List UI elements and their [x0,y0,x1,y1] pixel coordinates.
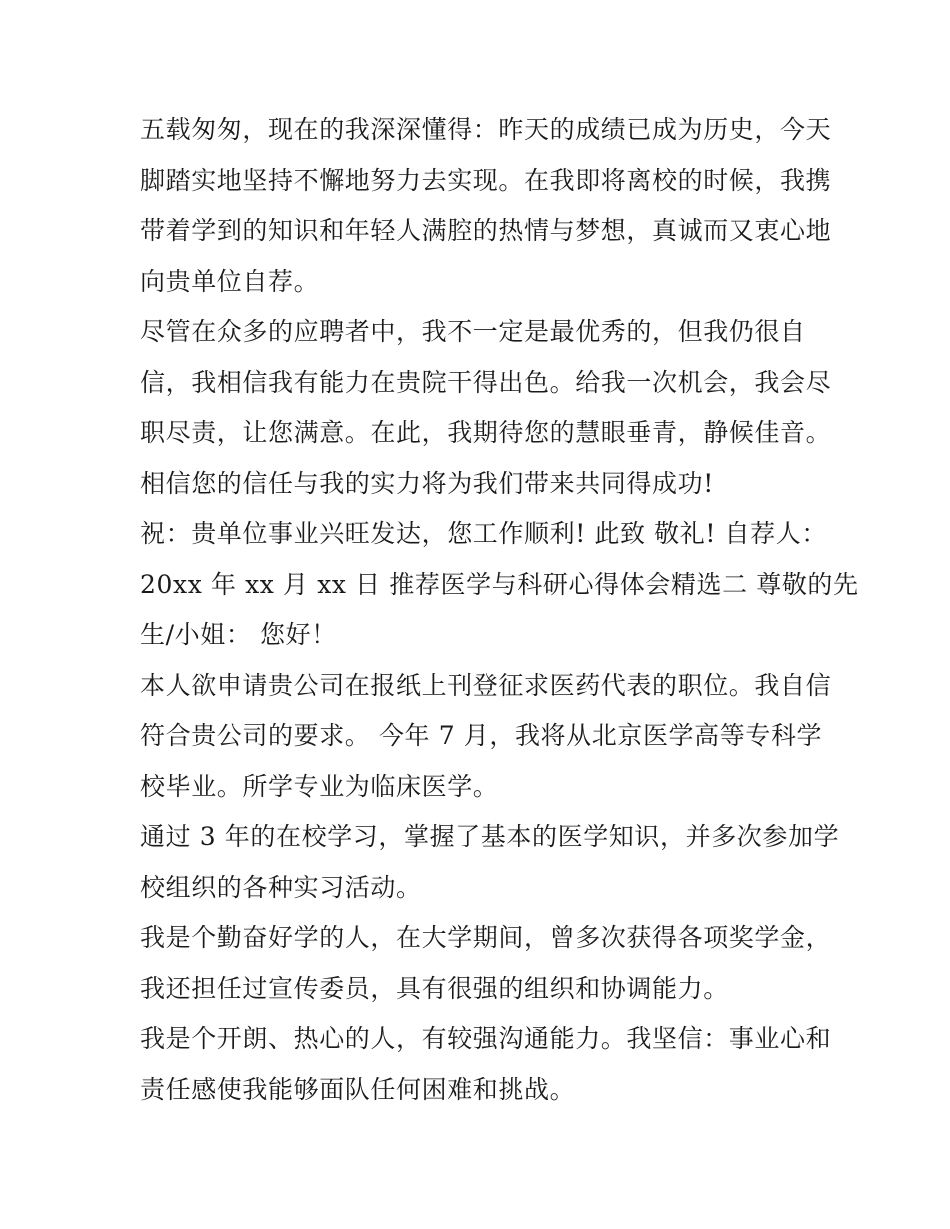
paragraph-closing-greeting [140,509,859,661]
text-line: 脚踏实地坚持不懈地努力去实现。在我即将离校的时候，我携 [140,165,832,195]
text-line: 祝：贵单位事业兴旺发达，您工作顺利! 此致 敬礼! 自荐人： [140,519,827,548]
paragraph-confidence [140,307,832,509]
text-line: 责任感使我能够面队任何困难和挑战。 [140,1074,576,1104]
paragraph-diligence [140,913,832,1014]
text-line: 通过 3 年的在校学习，掌握了基本的医学知识，并多次参加学 [140,822,840,851]
text-line: 信，我相信我有能力在贵院干得出色。给我一次机会，我会尽 [140,367,832,397]
text-line: 尽管在众多的应聘者中，我不一定是最优秀的，但我仍很自 [140,317,806,346]
text-line: 相信您的信任与我的实力将为我们带来共同得成功! [140,468,714,498]
text-line: 校毕业。所学专业为临床医学。 [140,771,499,801]
document-body [140,105,859,1115]
text-line: 我是个勤奋好学的人，在大学期间，曾多次获得各项奖学金， [140,923,832,952]
paragraph-personality [140,1014,832,1115]
text-line: 我是个开朗、热心的人，有较强沟通能力。我坚信：事业心和 [140,1024,832,1053]
paragraph-self-recommendation [140,105,832,307]
text-line: 生/小姐： 您好！ [140,620,337,649]
paragraph-application [140,661,832,813]
text-line: 职尽责，让您满意。在此，我期待您的慧眼垂青，静候佳音。 [140,418,832,447]
text-line: 我还担任过宣传委员，具有很强的组织和协调能力。 [140,973,729,1003]
text-line: 20xx 年 xx 月 xx 日 推荐医学与科研心得体会精选二 尊敬的先 [140,569,859,599]
text-line: 本人欲申请贵公司在报纸上刊登征求医药代表的职位。我自信 [140,670,832,700]
text-line: 向贵单位自荐。 [140,266,320,296]
text-line: 校组织的各种实习活动。 [140,872,422,902]
paragraph-study [140,812,840,913]
text-line: 符合贵公司的要求。 今年 7 月，我将从北京医学高等专科学 [140,721,823,750]
text-line: 带着学到的知识和年轻人满腔的热情与梦想，真诚而又衷心地 [140,216,832,245]
text-line: 五载匆匆，现在的我深深懂得：昨天的成绩已成为历史，今天 [140,115,832,144]
